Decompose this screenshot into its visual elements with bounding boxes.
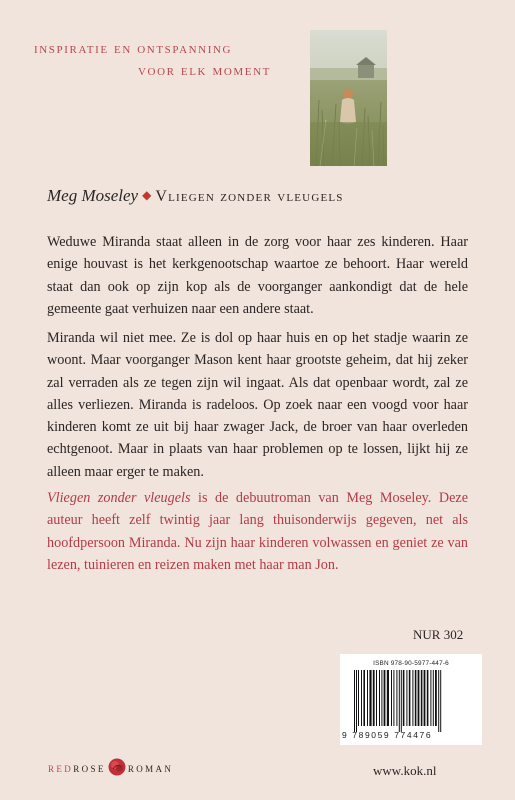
barcode-bars (352, 670, 478, 732)
field-girl-photo (310, 30, 387, 166)
barcode (340, 654, 482, 745)
tagline-line-1: inspiratie en ontspanning (34, 41, 233, 57)
cover-photo (310, 30, 387, 166)
author-bio (47, 487, 468, 576)
tagline-line-2: voor elk moment (138, 63, 271, 79)
imprint-rose: rose (73, 759, 106, 775)
diamond-icon: ◆ (142, 188, 152, 202)
publisher-website: www.kok.nl (373, 763, 437, 778)
imprint-roman: roman (127, 759, 174, 775)
imprint-red: red (48, 759, 74, 775)
book-title: Vliegen zonder vleugels (155, 188, 344, 205)
barcode-digits: 9 789059 774476 (342, 730, 433, 740)
nur-code: NUR 302 (413, 627, 464, 642)
blurb-paragraph-1: Weduwe Miranda staat alleen in de zorg voor haar zes kinderen. Haar enige houvast is het kerkgenootschap waartoe ze behoort. Haar wereld staat dan ook op zijn kop als de voorganger aankondigt dat de hele gemeente gaat verhuizen naar een andere staat. (47, 234, 468, 317)
tagline (34, 38, 271, 82)
isbn-label: ISBN 978-90-5977-447-6 (373, 660, 449, 667)
author-bio-book-title: Vliegen zonder vleugels (47, 490, 191, 506)
author-bio-text: is de debuutroman van Meg Moseley. Deze auteur heeft zelf twintig jaar lang thuisonderwijs gegeven, net als hoofdpersoon Miranda. Nu zijn haar kinderen volwassen en geniet ze van lezen, tuinieren en reizen maken met haar man Jon. (47, 490, 469, 573)
rose-icon (107, 757, 127, 777)
author-name: Meg Moseley (47, 186, 139, 205)
book-heading (47, 186, 487, 206)
blurb-paragraph-2: Miranda wil niet mee. Ze is dol op haar huis en op het stadje waarin ze woont. Maar voorganger Mason kent haar grootste geheim, dat hij zeker zal verraden als ze tegen zijn wil ingaat. Als dat openbaar wordt, zal ze alles verliezen. Miranda is radeloos. Op zoek naar een voogd voor haar kinderen komt ze uit bij haar zwager Jack, de broer van haar overleden echtgenoot. Maar in plaats van haar problemen op te lossen, lijkt hij ze alleen maar erger te maken. (47, 330, 468, 480)
publisher-imprint (48, 759, 173, 783)
